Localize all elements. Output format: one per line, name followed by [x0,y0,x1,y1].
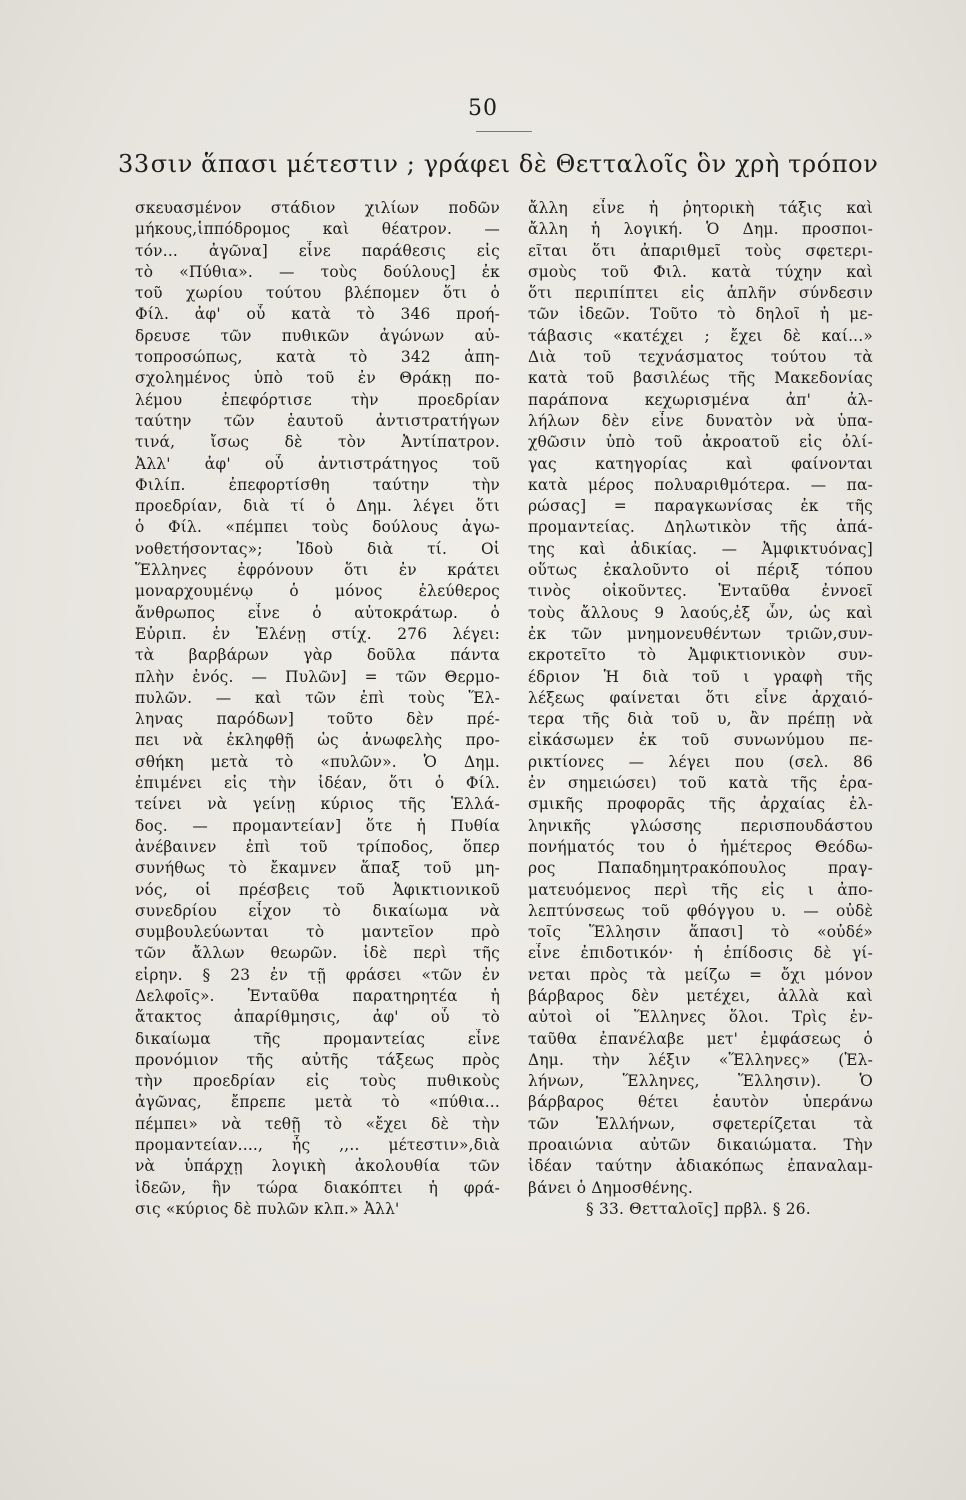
right-line: ὅτι περιπίπτει εἰς ἁπλῆν σύνδεσιν [528,284,873,303]
right-line: τοὺς ἄλλους 9 λαούς,ἐξ ὧν, ὡς καὶ [528,603,873,622]
left-line: προμαντείαν...., ἧς ,,.. μέτεστιν»,διὰ [135,1136,500,1155]
right-line: κατὰ τοῦ βασιλέως τῆς Μακεδονίας [528,369,873,388]
right-line: τάβασις «κατέχει ; ἔχει δὲ καί...» [528,326,873,345]
left-line: μοναρχουμένῳ ὁ μόνος ἐλεύθερος [135,582,500,601]
left-line: μήκους,ἱππόδρομος καὶ θέατρον. — [135,220,500,239]
right-line: ληνικῆς γλώσσης περισπουδάστου [528,816,873,835]
right-line: σμοὺς τοῦ Φιλ. κατὰ τύχην καὶ [528,262,873,281]
right-line: Δημ. τὴν λέξιν «Ἕλληνες» (Ἑλ- [528,1050,873,1069]
right-line: ἰδέαν ταύτην ἀδιακόπως ἐπαναλαμ- [528,1157,873,1176]
right-line: Διὰ τοῦ τεχνάσματος τούτου τὰ [528,348,873,367]
right-line: ἐν σημειώσει) τοῦ κατὰ τῆς ἐρα- [528,774,873,793]
left-line: δικαίωμα τῆς προμαντείας εἶνε [135,1029,500,1048]
left-line: εἰρην. § 23 ἐν τῇ φράσει «τῶν ἐν [135,965,500,984]
section-reference: § 33. Θετταλοῖς] πρβλ. § 26. [586,1199,811,1218]
right-line: εκροτεῖτο τὸ Ἀμφικτιονικὸν συν- [528,646,873,665]
right-line: προαιώνια αὐτῶν δικαιώματα. Τὴν [528,1136,873,1155]
right-line: βάνει ὁ Δημοσθένης. [528,1178,693,1197]
header-rule [476,131,532,132]
right-line: λήνων, Ἕλληνες, Ἕλλησιν). Ὁ [528,1072,873,1091]
right-line: ταῦθα ἐπανέλαβε μετ' ἐμφάσεως ὁ [528,1029,873,1048]
verse-number: 33 [118,150,150,178]
right-line: ματευόμενος περὶ τῆς εἰς ι ἀπο- [528,880,873,899]
right-line: τῶν Ἑλλήνων, σφετερίζεται τὰ [528,1114,873,1133]
left-line: συνήθως τὸ ἔκαμνεν ἅπαξ τοῦ μη- [135,859,500,878]
page-number: 50 [468,96,498,121]
right-line: εἰκάσωμεν ἐκ τοῦ συνωνύμου πε- [528,731,873,750]
left-line: ἐπιμένει εἰς τὴν ἰδέαν, ὅτι ὁ Φίλ. [135,774,500,793]
left-line: λέμου ἐπεφόρτισε τὴν προεδρίαν [135,390,500,409]
left-line: τοῦ χωρίου τούτου βλέπομεν ὅτι ὁ [135,284,500,303]
right-line: παράπονα κεχωρισμένα ἀπ' ἀλ- [528,390,873,409]
left-line: Ἀλλ' ἀφ' οὗ ἀντιστράτηγος τοῦ [135,454,500,473]
left-line: ἀνέβαινεν ἐπὶ τοῦ τρίποδος, ὅπερ [135,837,500,856]
right-line: γας κατηγορίας καὶ φαίνονται [528,454,873,473]
left-line: Φίλ. ἀφ' οὗ κατὰ τὸ 346 προή- [135,305,500,324]
left-line: σκευασμένον στάδιον χιλίων ποδῶν [135,199,500,217]
left-line: Εὐριπ. ἐν Ἑλένῃ στίχ. 276 λέγει: [135,624,500,643]
right-line: λέξεως φαίνεται ὅτι εἶνε ἀρχαιό- [528,688,873,707]
left-line: πει νὰ ἐκληφθῇ ὡς ἀνωφελὴς προ- [135,731,500,750]
left-line: τῶν ἄλλων θεωρῶν. ἰδὲ περὶ τῆς [135,944,500,963]
left-line: νός, οἱ πρέσβεις τοῦ Ἀφικτιονικοῦ [135,880,500,899]
left-line: τείνει νὰ γείνῃ κύριος τῆς Ἑλλά- [135,795,500,814]
left-line: δος. — προμαντείαν] ὅτε ἡ Πυθία [135,816,500,835]
left-line: πλὴν ἑνός. — Πυλῶν] = τῶν Θερμο- [135,667,500,686]
right-line: ρώσας] = παραγκωνίσας ἐκ τῆς [528,497,873,516]
right-line: αὐτοὶ οἱ Ἕλληνες ὅλοι. Τρὶς ἐν- [528,1008,873,1027]
right-line: τερα τῆς διὰ τοῦ υ, ἂν πρέπῃ νὰ [528,710,873,729]
left-line: συμβουλεύωνται τὸ μαντεῖον πρὸ [135,923,500,942]
left-line: ἄτακτος ἀπαρίθμησις, ἀφ' οὗ τὸ [135,1008,500,1027]
left-line: ἀγῶνας, ἔπρεπε μετὰ τὸ «πύθια... [135,1093,500,1112]
left-line: τινά, ἴσως δὲ τὸν Ἀντίπατρον. [135,433,500,452]
left-line: σχολημένος ὑπὸ τοῦ ἐν Θράκῃ πο- [135,369,500,388]
right-line: λεπτύνσεως τοῦ φθόγγου υ. — οὐδὲ [528,901,873,920]
left-line: τοπροσώπως, κατὰ τὸ 342 ἀπη- [135,348,500,367]
left-line: ταύτην τῶν ἑαυτοῦ ἀντιστρατήγων [135,411,500,430]
commentary-right-column [528,198,873,1220]
right-line: τινὸς οἰκοῦντες. Ἐνταῦθα ἐννοεῖ [528,582,873,601]
verse-line [118,150,878,178]
right-line: ἐκ τῶν μνημονευθέντων τριῶν,συν- [528,624,873,643]
right-line: ρος Παπαδημητρακόπουλος πραγ- [528,859,873,878]
right-line: βάρβαρος θέτει ἑαυτὸν ὑπεράνω [528,1093,873,1112]
left-line: νὰ ὑπάρχῃ λογικὴ ἀκολουθία τῶν [135,1157,500,1176]
right-line: λήλων δὲν εἶνε δυνατὸν νὰ ὑπα- [528,411,873,430]
right-line: της καὶ ἀδικίας. — Ἀμφικτυόνας] [528,539,873,558]
left-line: σις «κύριος δὲ πυλῶν κλπ.» Ἀλλ' [135,1199,400,1218]
left-line: ληνας παρόδων] τοῦτο δὲν πρέ- [135,710,500,729]
right-line: εῖται ὅτι ἀπαριθμεῖ τοὺς σφετερι- [528,241,873,260]
right-line: βάρβαρος δὲν μετέχει, ἀλλὰ καὶ [528,986,873,1005]
right-line: ἄλλη ἡ λογική. Ὁ Δημ. προσποι- [528,220,873,239]
right-line: τοῖς Ἕλλησιν ἅπασι] τὸ «οὐδέ» [528,923,873,942]
left-line: πυλῶν. — καὶ τῶν ἐπὶ τοὺς Ἕλ- [135,688,500,707]
right-line: χθῶσιν ὑπὸ τοῦ ἀκροατοῦ εἰς ὀλί- [528,433,873,452]
verse-text: σιν ἅπασι μέτεστιν ; γράφει δὲ Θετταλοῖς ὃν χρὴ τρόπον [150,150,879,178]
left-line: Ἕλληνες ἐφρόνουν ὅτι ἐν κράτει [135,561,500,580]
left-line: ἄνθρωπος εἶνε ὁ αὐτοκράτωρ. ὁ [135,603,500,622]
right-line: σμικῆς προφορᾶς τῆς ἀρχαίας ἑλ- [528,795,873,814]
right-line: προμαντείας. Δηλωτικὸν τῆς ἀπά- [528,518,873,537]
left-line: δρευσε τῶν πυθικῶν ἀγώνων αὐ- [135,326,500,345]
left-line: τὰ βαρβάρων γὰρ δοῦλα πάντα [135,646,500,665]
left-line: τόν... ἀγῶνα] εἶνε παράθεσις εἰς [135,241,500,260]
right-line: πονήματός του ὁ ἡμέτερος Θεόδω- [528,837,873,856]
right-line: κατὰ μέρος πολυαριθμότερα. — πα- [528,475,873,494]
left-line: πέμπει» νὰ τεθῇ τὸ «ἔχει δὲ τὴν [135,1114,500,1133]
right-line: τῶν ἰδεῶν. Τοῦτο τὸ δηλοῖ ἡ με- [528,305,873,324]
right-line: νεται πρὸς τὰ μείζω = ὄχι μόνον [528,965,873,984]
left-line: προεδρίαν, διὰ τί ὁ Δημ. λέγει ὅτι [135,497,500,516]
left-line: προνόμιον τῆς αὐτῆς τάξεως πρὸς [135,1050,500,1069]
left-line: τὸ «Πύθια». — τοὺς δούλους] ἐκ [135,262,500,281]
right-line: ἄλλη εἶνε ἡ ῥητορικὴ τάξις καὶ [528,199,873,217]
right-line: ρικτίονες — λέγει που (σελ. 86 [528,752,873,771]
commentary-left-column [135,198,500,1220]
left-line: ἰδεῶν, ἣν τώρα διακόπτει ἡ φρά- [135,1178,500,1197]
left-line: σθήκη μετὰ τὸ «πυλῶν». Ὁ Δημ. [135,752,500,771]
left-line: Δελφοῖς». Ἐνταῦθα παρατηρητέα ἡ [135,986,500,1005]
right-line: έδριον Ἡ διὰ τοῦ ι γραφὴ τῆς [528,667,873,686]
left-line: τὴν προεδρίαν εἰς τοὺς πυθικοὺς [135,1072,500,1091]
left-line: νοθετήσοντας»; Ἰδοὺ διὰ τί. Οἱ [135,539,500,558]
left-line: Φιλίπ. ἐπεφορτίσθη ταύτην τὴν [135,475,500,494]
right-line: εἶνε ἐπιδοτικόν· ἡ ἐπίδοσις δὲ γί- [528,944,873,963]
left-line: συνεδρίου εἶχον τὸ δικαίωμα νὰ [135,901,500,920]
left-line: ὁ Φίλ. «πέμπει τοὺς δούλους ἀγω- [135,518,500,537]
right-line: οὕτως ἐκαλοῦντο οἱ πέριξ τόπου [528,561,873,580]
